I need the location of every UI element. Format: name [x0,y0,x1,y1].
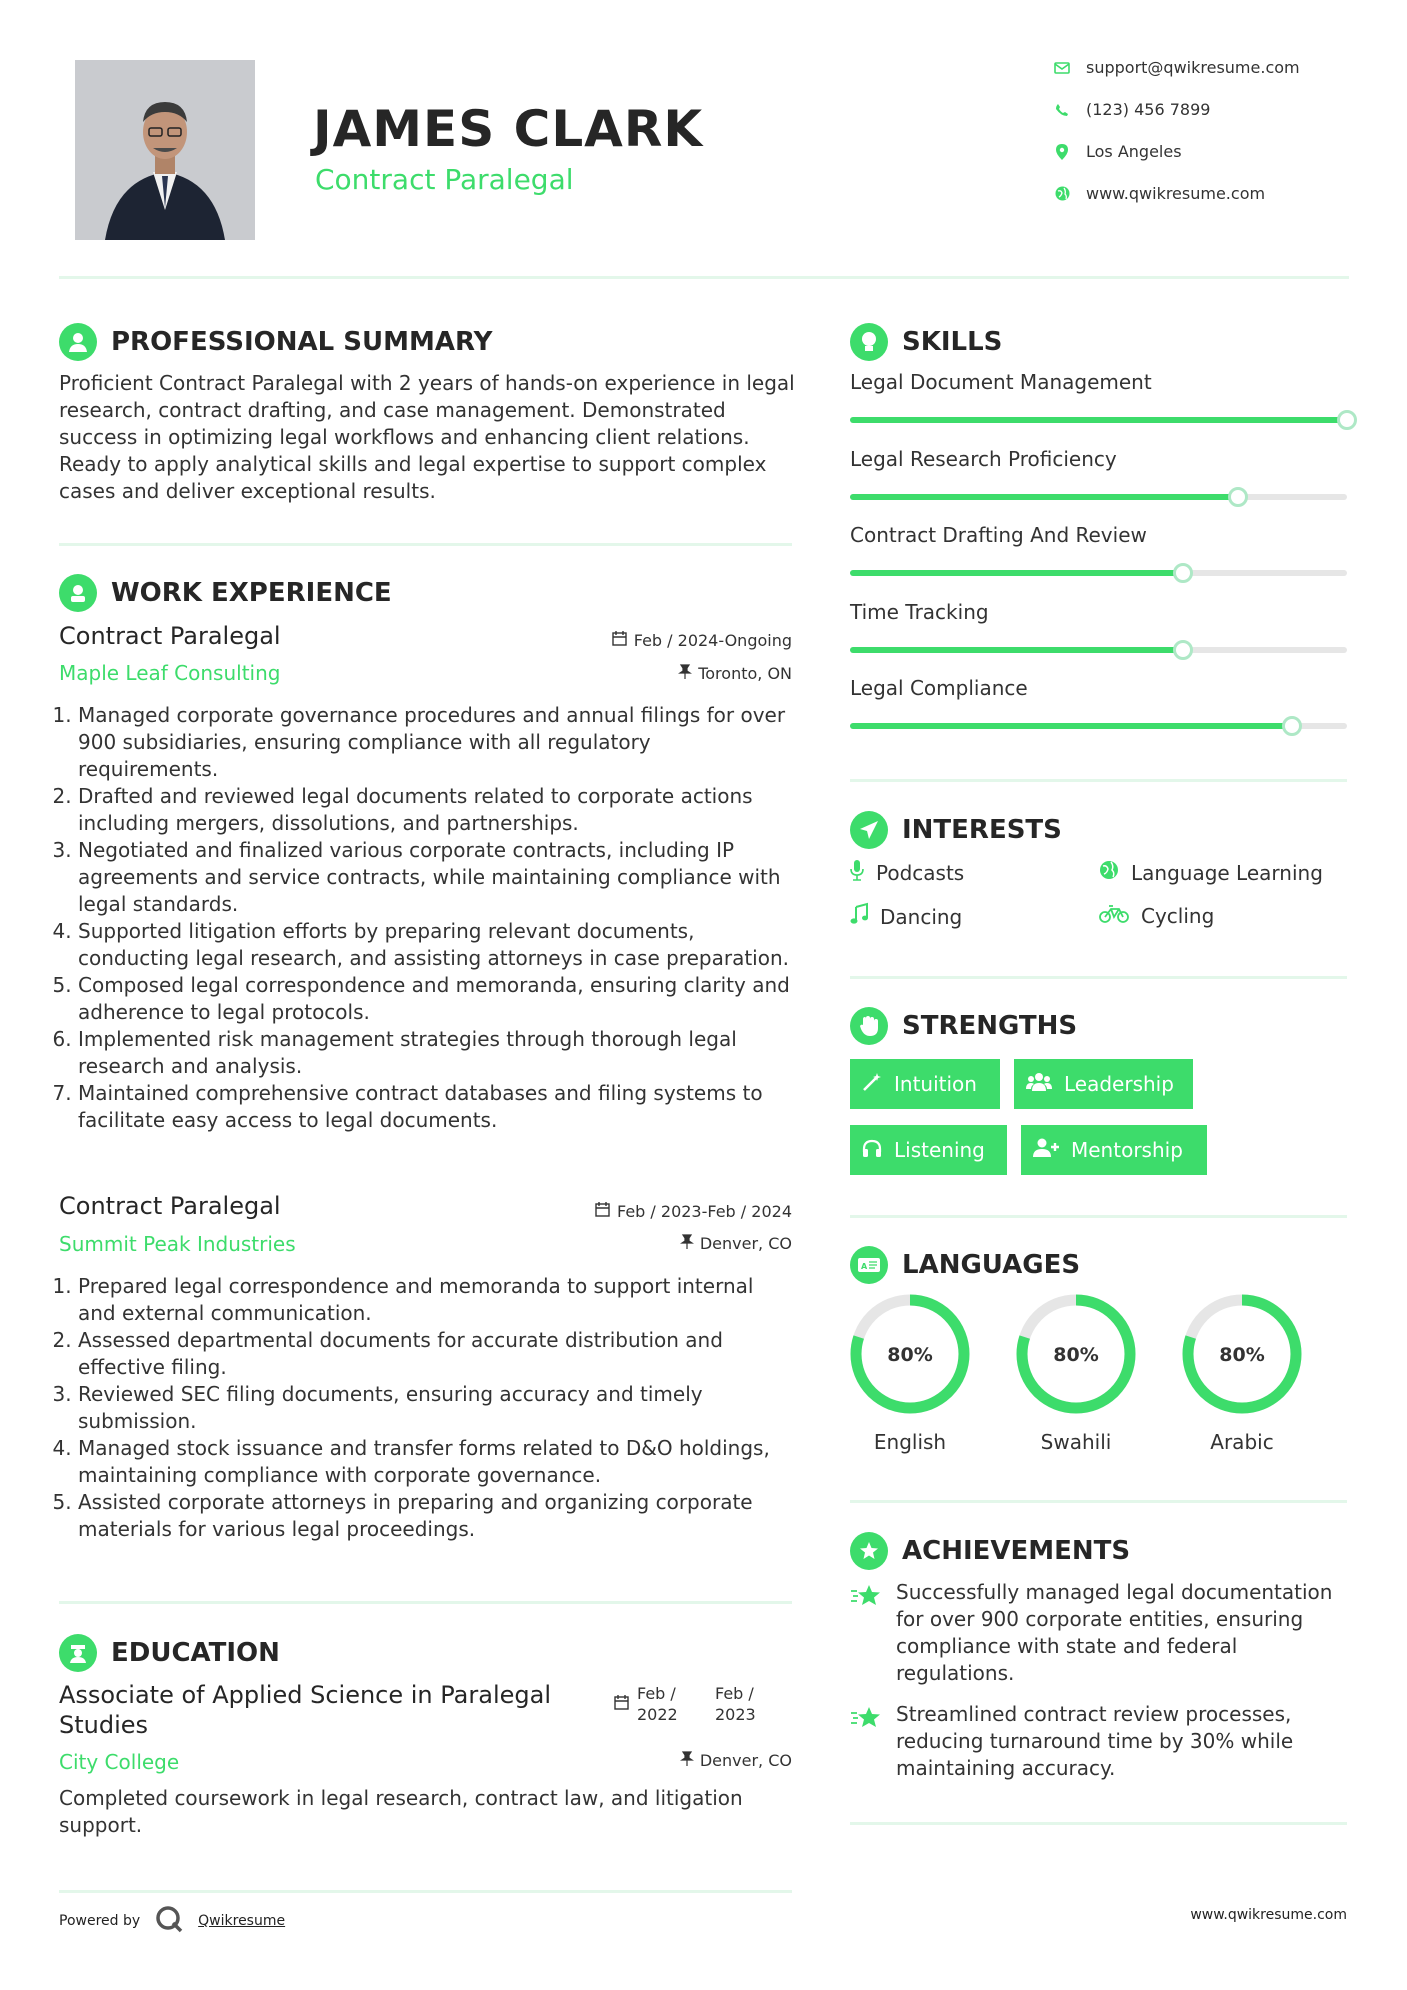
language-rings [846,1290,1265,1425]
education-start-month: Feb / [637,1684,676,1703]
skills-heading [850,323,1002,361]
strength-tag [1014,1059,1193,1109]
lightbulb-icon [850,323,888,361]
skill-bar-knob [1173,640,1193,660]
list-item: 3. Reviewed SEC filing documents, ensuring accuracy and timely submission. [78,1381,794,1435]
skill-bar-fill [850,417,1347,423]
globe-icon [1052,186,1072,201]
interests-heading [850,811,1062,849]
contact-location [1052,142,1182,161]
candidate-title: Contract Paralegal [315,163,574,196]
candidate-name: JAMES CLARK [313,100,704,158]
education-end-month: Feb / [715,1684,754,1703]
contact-location-text: Los Angeles [1086,142,1182,161]
calendar-icon [614,1683,629,1725]
languages-heading-text: LANGUAGES [902,1250,1081,1280]
education-degree: Associate of Applied Science in Paralegal Studies [59,1681,551,1739]
skill-bar-knob [1228,487,1248,507]
footer-brand-link[interactable]: Qwikresume [198,1913,286,1929]
skill-bar [850,417,1347,423]
strength-label: Mentorship [1071,1138,1183,1162]
summary-text: Proficient Contract Paralegal with 2 years of hands-on experience in legal research, contract drafting, and case management. Demonstrated success in optimizing legal workflows and enhancing client relations. Ready to apply analytical skills and legal expertise to support complex cases and deliver exceptional results. [59,371,795,503]
strength-label: Leadership [1064,1072,1174,1096]
experience-divider [59,1601,792,1604]
job-1-date [500,631,792,650]
hand-icon [850,1007,888,1045]
skill-bar-fill [850,647,1183,653]
experience-heading [59,574,392,612]
strengths-divider [850,1215,1347,1218]
contact-email[interactable] [1052,58,1300,77]
language-label: Arabic [1210,1430,1274,1454]
language-ring [1188,1300,1296,1408]
job-1-company: Maple Leaf Consulting [59,661,281,685]
skill-label: Legal Research Proficiency [850,447,1117,471]
group-icon [1026,1072,1052,1097]
footer-url[interactable]: www.qwikresume.com [1190,1907,1347,1923]
list-item: 5. Composed legal correspondence and memoranda, ensuring clarity and adherence to legal protocols. [78,972,794,1026]
skill-bar-knob [1337,410,1357,430]
contact-email-text: support@qwikresume.com [1086,58,1300,77]
achievement-item [850,1579,1347,1687]
strengths-heading [850,1007,1077,1045]
skill-label: Legal Document Management [850,370,1152,394]
calendar-icon [612,631,627,650]
graduate-icon [59,1634,97,1672]
list-item: 2. Drafted and reviewed legal documents related to corporate actions including mergers, dissolutions, and partnerships. [78,783,794,837]
achievements-heading-text: ACHIEVEMENTS [902,1536,1131,1566]
education-heading-text: EDUCATION [111,1638,280,1668]
skill-bar [850,723,1347,729]
language-ring [1022,1300,1130,1408]
calendar-icon [595,1202,610,1221]
languages-divider [850,1500,1347,1503]
language-card-icon [850,1246,888,1284]
mail-icon [1052,62,1072,74]
pin-icon [681,1234,693,1253]
strength-label: Intuition [894,1072,977,1096]
job-2-company: Summit Peak Industries [59,1232,296,1256]
interests-heading-text: INTERESTS [902,815,1062,845]
achievement-item [850,1701,1347,1782]
interest-label: Language Learning [1131,860,1323,885]
contact-website[interactable] [1052,184,1265,203]
interest-item [1099,860,1323,885]
skill-bar [850,494,1347,500]
list-item: 6. Implemented risk management strategies through thorough legal research and analysis. [78,1026,794,1080]
headphones-icon [862,1138,882,1162]
language-percent: 80% [1219,1344,1265,1366]
education-heading [59,1634,280,1672]
education-divider [59,1890,792,1893]
svg-text:A: A [861,1262,868,1271]
achievements-heading [850,1532,1130,1570]
interests-divider [850,976,1347,979]
bicycle-icon [1099,904,1129,928]
person-photo-illustration [75,60,255,240]
microphone-icon [850,860,864,885]
education-description: Completed coursework in legal research, contract law, and litigation support. [59,1786,743,1837]
education-end-date [715,1683,756,1725]
skill-label: Time Tracking [850,600,989,624]
education-school: City College [59,1750,180,1774]
job-1-title: Contract Paralegal [59,622,281,650]
achievement-text: Successfully managed legal documentation for over 900 corporate entities, ensuring compliance with state and federal regulations. [896,1580,1333,1685]
globe-icon [1099,860,1119,885]
interest-item [850,860,964,885]
trophy-icon [850,1532,888,1570]
language-percent: 80% [1053,1344,1099,1366]
education-location-text: Denver, CO [699,1751,792,1770]
skill-label: Contract Drafting And Review [850,523,1147,547]
list-item: 1. Managed corporate governance procedures and annual filings for over 900 subsidiaries, ensuring compliance with all regulatory requirements. [78,702,794,783]
skill-bar-fill [850,723,1292,729]
location-icon [1052,144,1072,160]
strength-tag [850,1125,1007,1175]
skill-bar-knob [1173,563,1193,583]
skills-divider [850,779,1347,782]
education-date [614,1683,756,1725]
job-1-date-text: Feb / 2024-Ongoing [633,631,792,650]
job-2-location [500,1234,792,1253]
profile-photo [75,60,255,240]
summary-divider [59,543,792,546]
experience-heading-text: WORK EXPERIENCE [111,578,392,608]
interest-label: Dancing [880,904,963,929]
skill-bar-fill [850,570,1183,576]
strength-tag [850,1059,1000,1109]
strength-tag [1021,1125,1207,1175]
language-ring [856,1300,964,1408]
list-item: 3. Negotiated and finalized various corporate contracts, including IP agreements and service contracts, while maintaining compliance with legal standards. [78,837,794,918]
star-icon [850,1701,882,1782]
job-2-date [500,1202,792,1221]
briefcase-icon [59,574,97,612]
interest-label: Podcasts [876,860,965,885]
skill-bar-knob [1282,716,1302,736]
list-item: 2. Assessed departmental documents for accurate distribution and effective filing. [78,1327,794,1381]
music-note-icon [850,904,868,929]
language-label: Swahili [1040,1430,1112,1454]
interest-label: Cycling [1141,904,1215,928]
job-1-location [500,664,792,683]
skill-label: Legal Compliance [850,676,1028,700]
list-item: 5. Assisted corporate attorneys in preparing and organizing corporate materials for various legal proceedings. [78,1489,794,1543]
strength-label: Listening [894,1138,985,1162]
user-icon [59,323,97,361]
qwikresume-logo-icon [154,1904,184,1938]
list-item: 4. Supported litigation efforts by preparing relevant documents, conducting legal research, and assisting attorneys in case preparation. [78,918,794,972]
skill-bar [850,647,1347,653]
job-2-location-text: Denver, CO [699,1234,792,1253]
magic-wand-icon [862,1072,882,1097]
interest-item [850,904,962,929]
star-icon [850,1579,882,1687]
contact-phone[interactable] [1052,100,1210,119]
language-percent: 80% [887,1344,933,1366]
interest-item [1099,904,1214,928]
header-divider [59,276,1349,279]
achievement-text: Streamlined contract review processes, reducing turnaround time by 30% while maintaining accuracy. [896,1702,1294,1780]
list-item: 1. Prepared legal correspondence and memoranda to support internal and external communication. [78,1273,794,1327]
list-item: 4. Managed stock issuance and transfer forms related to D&O holdings, maintaining compliance with corporate governance. [78,1435,794,1489]
pin-icon [679,664,691,683]
education-start-date [637,1683,707,1725]
job-2-responsibilities [59,1273,794,1543]
powered-by-text: Powered by [59,1913,141,1929]
job-1-location-text: Toronto, ON [698,664,792,683]
contact-phone-text: (123) 456 7899 [1086,100,1211,119]
phone-icon [1052,103,1072,117]
education-location [500,1751,792,1770]
achievements-divider [850,1822,1347,1825]
skill-bar-fill [850,494,1238,500]
skill-bar [850,570,1347,576]
summary-heading-text: PROFESSIONAL SUMMARY [111,327,493,357]
education-start-year: 2022 [637,1705,678,1724]
user-plus-icon [1033,1138,1059,1163]
language-label: English [873,1430,947,1454]
strengths-heading-text: STRENGTHS [902,1011,1078,1041]
pin-icon [681,1751,693,1770]
education-end-year: 2023 [715,1705,756,1724]
contact-website-text: www.qwikresume.com [1086,184,1266,203]
job-2-date-text: Feb / 2023-Feb / 2024 [617,1202,792,1221]
skills-heading-text: SKILLS [902,327,1003,357]
languages-heading [850,1246,1080,1284]
footer-powered-by [59,1904,285,1938]
job-2-title: Contract Paralegal [59,1192,281,1220]
job-1-responsibilities [59,702,794,1134]
paper-plane-icon [850,811,888,849]
summary-heading [59,323,492,361]
list-item: 7. Maintained comprehensive contract databases and filing systems to facilitate easy access to legal documents. [78,1080,794,1134]
